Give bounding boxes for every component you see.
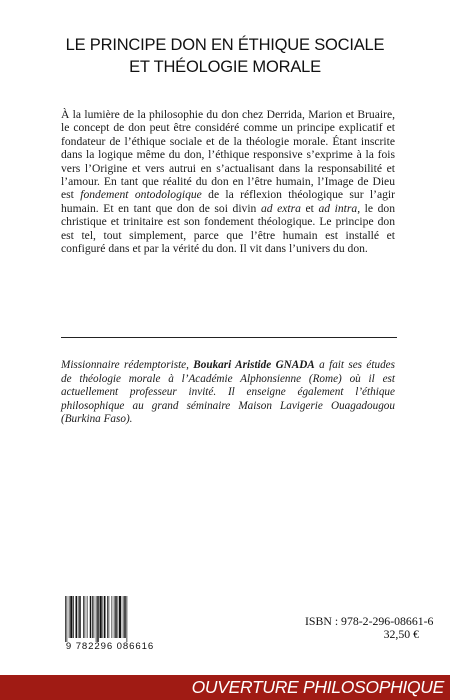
author-bio xyxy=(61,359,395,427)
isbn-label: ISBN : 978-2-296-08661-6 xyxy=(305,614,434,628)
abstract-italic-ad-intra: ad intra xyxy=(318,201,358,215)
abstract-paragraph xyxy=(61,108,395,255)
abstract-text-1: À la lumière de la philosophie du don chez Derrida, Marion et Bruaire, le concept de don peut être considéré comme un principe explicatif et fondateur de l’éthique sociale et de la théologie morale. Étant inscrite dans la logique même du don, l’éthique responsive s’exprime à la fois vers l’Origine et vers autrui en s’actualisant dans la responsabilité et l’amour. En tant que réalité du don en l’être humain, l’Image de Dieu est xyxy=(61,108,395,202)
author-bio-prefix: Missionnaire rédemptoriste, xyxy=(61,359,194,371)
abstract-italic-ad-extra: ad extra xyxy=(260,201,301,215)
abstract-text-2: de la réflexion théologique sur l’agir humain. Et en tant que don de soi divin xyxy=(61,188,395,215)
abstract-text-3: , le don christique et trinitaire est son fondement théologique. Le principe don est tel, tout simplement, parce que l’être humain est installé et configuré dans et par la vérité du don. Il vit dans l’univers du don. xyxy=(61,201,395,256)
author-bio-text: a fait ses études de théologie morale à l’Académie Alphonsienne (Rome) où il est actuellement professeur invité. Il enseigne également l’éthique philosophique au grand séminaire Maison Lavigerie Ouagadougou (Burkina Faso). xyxy=(61,359,395,426)
series-name: OUVERTURE PHILOSOPHIQUE xyxy=(191,677,444,697)
abstract-italic-term: fondement ontodologique xyxy=(80,188,202,202)
author-name: Boukari Aristide GNADA xyxy=(193,359,315,371)
abstract-text-conjunction: et xyxy=(300,201,319,215)
barcode-bars-icon xyxy=(63,596,158,642)
price-label: 32,50 € xyxy=(383,627,419,641)
section-divider xyxy=(61,337,397,338)
book-title-line-2: ET THÉOLOGIE MORALE xyxy=(129,58,321,76)
book-title xyxy=(0,34,450,78)
barcode-digits: 9 782296 086616 xyxy=(65,641,155,652)
book-title-line-1: LE PRINCIPE DON EN ÉTHIQUE SOCIALE xyxy=(65,36,385,54)
